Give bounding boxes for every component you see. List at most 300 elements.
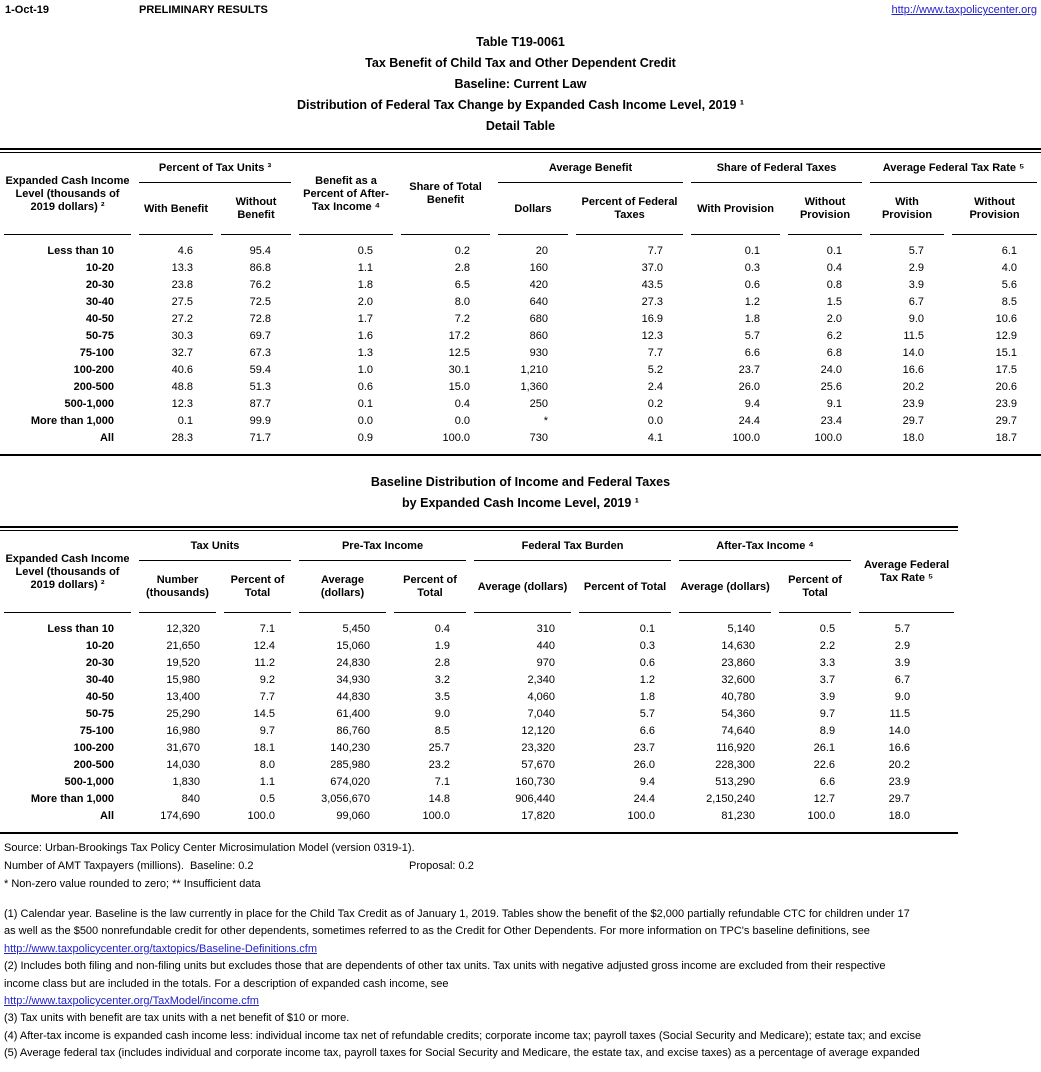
table-cell: 9.0	[908, 313, 925, 325]
table-cell: 8.9	[819, 725, 836, 737]
table-cell: 1,360	[520, 381, 549, 393]
table-cell: 57,670	[521, 759, 556, 771]
table-cell: 21,650	[166, 640, 200, 652]
table-cell: 20.2	[902, 381, 925, 393]
table-cell: 0.0	[357, 415, 374, 427]
table-cell: 250	[529, 398, 549, 410]
notes-block	[0, 839, 1041, 893]
table-number: Table T19-0061	[476, 35, 565, 49]
table-cell: 19,520	[166, 657, 200, 669]
baseline-table	[0, 531, 958, 834]
row-label: Less than 10	[47, 623, 114, 635]
table-cell: 40,780	[721, 691, 756, 703]
table-cell: 0.2	[454, 245, 471, 257]
table-cell: 420	[529, 279, 549, 291]
table-cell: 0.1	[639, 623, 656, 635]
table-cell: 6.7	[894, 674, 911, 686]
table-cell: 0.5	[819, 623, 836, 635]
footnote-line: (3) Tax units with benefit are tax units with a net benefit of $10 or more.	[4, 1012, 350, 1025]
table-cell: 310	[536, 623, 556, 635]
col-header-burden-average-dollars: Average (dollars)	[470, 561, 575, 613]
table-cell: 100.0	[422, 810, 451, 822]
col-group-average-federal-tax-rate: Average Federal Tax Rate ⁵	[866, 153, 1041, 183]
table-cell: 32.7	[171, 347, 193, 359]
row-label: Less than 10	[47, 245, 114, 257]
table-cell: 0.6	[639, 657, 656, 669]
col-group-federal-tax-burden: Federal Tax Burden	[470, 531, 675, 561]
table-cell: 0.1	[177, 415, 193, 427]
table-cell: 99,060	[336, 810, 371, 822]
table-cell: 11.2	[254, 657, 276, 669]
table-cell: 0.1	[744, 245, 761, 257]
table-cell: 116,920	[716, 742, 756, 754]
table-cell: 1,210	[520, 364, 549, 376]
title-block	[0, 32, 1041, 137]
table-cell: 25.6	[820, 381, 843, 393]
table-row	[0, 672, 958, 689]
table-cell: 1.1	[357, 262, 374, 274]
row-label: 20-30	[85, 657, 114, 669]
baseline-table-section	[0, 526, 958, 834]
table-cell: 9.7	[819, 708, 836, 720]
table-cell: 16.6	[902, 364, 925, 376]
table-cell: 61,400	[336, 708, 371, 720]
baseline-table-title	[0, 472, 1041, 514]
table-cell: 140,230	[330, 742, 371, 754]
table-cell: 8.5	[1001, 296, 1018, 308]
col-header-benefit-percent-after-tax-income: Benefit as a Percent of After-Tax Income ⁴	[295, 153, 397, 235]
table-row	[0, 396, 1041, 413]
row-label: More than 1,000	[30, 793, 114, 805]
table-cell: 3.7	[819, 674, 836, 686]
table-cell: *	[543, 415, 549, 427]
table-cell: 680	[529, 313, 549, 325]
table-cell: 87.7	[249, 398, 272, 410]
table-cell: 3.3	[819, 657, 836, 669]
table-cell: 24,830	[336, 657, 371, 669]
table-cell: 29.7	[902, 415, 925, 427]
table-cell: 23.4	[820, 415, 843, 427]
row-label: 200-500	[73, 381, 114, 393]
table-cell: 13.3	[171, 262, 193, 274]
row-label: All	[99, 432, 114, 444]
table-row	[0, 345, 1041, 362]
table-cell: 840	[181, 793, 200, 805]
table-cell: 23.7	[738, 364, 761, 376]
col-group-tax-units: Tax Units	[135, 531, 295, 561]
table-cell: 12.9	[995, 330, 1018, 342]
table-cell: 72.5	[249, 296, 272, 308]
col-header-rate-with-provision: With Provision	[866, 183, 948, 235]
amt-baseline-value: Baseline: 0.2	[189, 860, 254, 872]
table-cell: 7.2	[454, 313, 471, 325]
table-cell: 1.9	[434, 640, 451, 652]
table-cell: 16.6	[888, 742, 911, 754]
table-cell: 11.5	[889, 708, 911, 720]
table-row	[0, 689, 958, 706]
table-cell: 0.4	[826, 262, 843, 274]
table-cell: 6.8	[826, 347, 843, 359]
table-cell: 6.1	[1001, 245, 1018, 257]
table-cell: 6.7	[908, 296, 925, 308]
table-cell: 0.0	[454, 415, 471, 427]
table-cell: 6.6	[639, 725, 656, 737]
table-cell: 12,320	[166, 623, 200, 635]
table-cell: 4.0	[1001, 262, 1018, 274]
baseline-title-line1: Baseline Distribution of Income and Federal Taxes	[370, 475, 671, 489]
table-cell: 12.7	[813, 793, 836, 805]
table-row	[0, 362, 1041, 379]
table-cell: 2.8	[434, 657, 451, 669]
table-row	[0, 723, 958, 740]
table-cell: 3.2	[434, 674, 451, 686]
table-cell: 25,290	[166, 708, 200, 720]
table-row	[0, 655, 958, 672]
table-row	[0, 430, 1041, 456]
row-label: All	[99, 810, 114, 822]
table-cell: 1.6	[357, 330, 374, 342]
table-cell: 76.2	[249, 279, 272, 291]
table-cell: 8.0	[259, 759, 276, 771]
table-cell: 20.2	[888, 759, 911, 771]
table-cell: 43.5	[641, 279, 664, 291]
table-cell: 8.5	[434, 725, 451, 737]
col-header-share-of-total-benefit: Share of Total Benefit	[397, 153, 494, 235]
col-header-share-without-provision: Without Provision	[784, 183, 866, 235]
table-cell: 100.0	[627, 810, 656, 822]
table-cell: 9.2	[259, 674, 276, 686]
footnote-line: (4) After-tax income is expanded cash income less: individual income tax net of refundable credits; corporate income tax; payroll taxes (Social Security and Medicare); estate tax; and excise	[4, 1029, 922, 1042]
table-cell: 16,980	[166, 725, 200, 737]
table-cell: 0.5	[259, 793, 276, 805]
table-cell: 18.1	[253, 742, 276, 754]
table-cell: 1.8	[357, 279, 374, 291]
footnote-line: (1) Calendar year. Baseline is the law currently in place for the Child Tax Credit as of January 1, 2019. Tables show the benefit of the $2,000 partially refundable CTC for children under 17	[4, 908, 910, 920]
table-cell: 906,440	[515, 793, 556, 805]
table-row	[0, 311, 1041, 328]
table-cell: 6.6	[819, 776, 836, 788]
table-cell: 5,450	[342, 623, 371, 635]
table-cell: 2,150,240	[706, 793, 756, 805]
col-header-burden-percent-of-total: Percent of Total	[575, 561, 675, 613]
table-cell: 30.1	[448, 364, 471, 376]
table-cell: 24.4	[633, 793, 656, 805]
table-cell: 1,830	[172, 776, 200, 788]
table-cell: 27.5	[171, 296, 193, 308]
table-cell: 1.1	[259, 776, 276, 788]
table-cell: 2.9	[894, 640, 911, 652]
table-cell: 5,140	[727, 623, 756, 635]
table-cell: 27.2	[171, 313, 193, 325]
row-label: 10-20	[85, 640, 114, 652]
table-cell: 4,060	[527, 691, 556, 703]
table-cell: 4.6	[177, 245, 193, 257]
table-cell: 0.1	[826, 245, 843, 257]
row-label: 100-200	[73, 742, 114, 754]
table-cell: 48.8	[171, 381, 193, 393]
table-cell: 100.0	[247, 810, 276, 822]
table-cell: 22.6	[813, 759, 836, 771]
col-header-pretax-percent-of-total: Percent of Total	[390, 561, 470, 613]
footnote-link[interactable]: http://www.taxpolicycenter.org/TaxModel/income.cfm	[4, 995, 259, 1008]
source-line: Source: Urban-Brookings Tax Policy Center Microsimulation Model (version 0319-1).	[4, 842, 415, 854]
table-cell: 285,980	[330, 759, 371, 771]
table-cell: 3.9	[908, 279, 925, 291]
table-cell: 1.7	[357, 313, 374, 325]
table-cell: 10.6	[995, 313, 1018, 325]
table-cell: 228,300	[715, 759, 756, 771]
table-cell: 24.0	[820, 364, 843, 376]
table-cell: 26.0	[633, 759, 656, 771]
table-cell: 1.2	[744, 296, 761, 308]
table-cell: 3,056,670	[321, 793, 371, 805]
table-cell: 18.7	[995, 432, 1018, 444]
table-cell: 730	[529, 432, 549, 444]
table-cell: 0.4	[454, 398, 471, 410]
table-cell: 54,360	[721, 708, 756, 720]
table-cell: 37.0	[641, 262, 664, 274]
table-cell: 0.6	[357, 381, 374, 393]
table-cell: 0.6	[744, 279, 761, 291]
table-cell: 23,320	[521, 742, 556, 754]
taxpolicycenter-link[interactable]: http://www.taxpolicycenter.org	[891, 4, 1037, 16]
col-header-rate-without-provision: Without Provision	[948, 183, 1041, 235]
col-group-pre-tax-income: Pre-Tax Income	[295, 531, 470, 561]
table-cell: 26.1	[813, 742, 836, 754]
table-cell: 7.7	[259, 691, 276, 703]
table-cell: 13,400	[166, 691, 200, 703]
table-cell: 17,820	[521, 810, 556, 822]
table-cell: 23.9	[995, 398, 1018, 410]
footnote-line: income class but are included in the totals. For a description of expanded cash income, see	[4, 977, 449, 990]
table-cell: 69.7	[249, 330, 272, 342]
table-cell: 1.2	[639, 674, 656, 686]
table-row	[0, 328, 1041, 345]
table-row	[0, 379, 1041, 396]
row-label: 30-40	[85, 296, 114, 308]
col-header-number-thousands: Number (thousands)	[135, 561, 220, 613]
table-cell: 2.0	[826, 313, 843, 325]
table-cell: 970	[536, 657, 556, 669]
table-cell: 0.9	[357, 432, 374, 444]
table-cell: 23,860	[721, 657, 756, 669]
table-cell: 99.9	[249, 415, 272, 427]
table-cell: 5.7	[639, 708, 656, 720]
footnote-line: as well as the $500 nonrefundable credit for other dependents, sometimes referred to as the Credit for Other Dependents. For more information on TPC's baseline definitions, see	[4, 925, 870, 938]
table-row	[0, 757, 958, 774]
table-cell: 59.4	[249, 364, 272, 376]
table-cell: 32,600	[721, 674, 756, 686]
table-cell: 23.8	[171, 279, 193, 291]
table-cell: 12.3	[171, 398, 193, 410]
table-cell: 71.7	[249, 432, 272, 444]
table-row	[0, 774, 958, 791]
col-group-share-of-federal-taxes: Share of Federal Taxes	[687, 153, 866, 183]
table-cell: 20.6	[995, 381, 1018, 393]
table-cell: 160,730	[515, 776, 556, 788]
row-label: 500-1,000	[64, 776, 114, 788]
table-cell: 30.3	[171, 330, 193, 342]
table-cell: 1.3	[357, 347, 374, 359]
table-cell: 440	[536, 640, 556, 652]
col-header-with-benefit: With Benefit	[135, 183, 217, 235]
col-header-aftertax-average-dollars: Average (dollars)	[675, 561, 775, 613]
table-cell: 51.3	[249, 381, 272, 393]
table-cell: 100.0	[814, 432, 843, 444]
table-cell: 930	[529, 347, 549, 359]
row-label: 20-30	[85, 279, 114, 291]
row-label: 40-50	[85, 691, 114, 703]
footnote-link[interactable]: http://www.taxpolicycenter.org/taxtopics/Baseline-Definitions.cfm	[4, 942, 318, 955]
table-cell: 17.2	[448, 330, 471, 342]
table-row	[0, 740, 958, 757]
table-cell: 67.3	[249, 347, 272, 359]
table-row	[0, 413, 1041, 430]
table-cell: 86,760	[336, 725, 371, 737]
detail-table-section	[0, 148, 1041, 456]
amt-label: Number of AMT Taxpayers (millions).	[4, 860, 184, 872]
table-cell: 20	[535, 245, 549, 257]
table-row	[0, 613, 958, 638]
table-cell: 9.0	[894, 691, 911, 703]
col-header-dollars: Dollars	[494, 183, 572, 235]
footnote-line: (2) Includes both filing and non-filing units but excludes those that are dependents of other tax units. Tax units with negative adjusted gross income are excluded from their respective	[4, 960, 886, 973]
date-label: 1-Oct-19	[5, 4, 50, 16]
table-cell: 23.9	[888, 776, 911, 788]
table-cell: 1.8	[639, 691, 656, 703]
table-cell: 0.3	[639, 640, 656, 652]
subtitle-line: Distribution of Federal Tax Change by Expanded Cash Income Level, 2019 ¹	[296, 98, 745, 112]
table-cell: 0.1	[357, 398, 374, 410]
table-cell: 640	[529, 296, 549, 308]
table-cell: 7.7	[647, 347, 664, 359]
table-cell: 44,830	[336, 691, 371, 703]
col-header-income-level: Expanded Cash Income Level (thousands of 2019 dollars) ²	[0, 531, 135, 613]
col-group-after-tax-income: After-Tax Income ⁴	[675, 531, 855, 561]
table-row	[0, 235, 1041, 260]
table-cell: 11.5	[903, 330, 925, 342]
table-cell: 29.7	[888, 793, 911, 805]
table-cell: 40.6	[171, 364, 193, 376]
table-cell: 14,630	[721, 640, 756, 652]
table-cell: 6.6	[744, 347, 761, 359]
table-cell: 15,060	[336, 640, 371, 652]
table-cell: 24.4	[738, 415, 761, 427]
amt-taxpayers-line	[4, 857, 1041, 875]
table-cell: 2.2	[819, 640, 836, 652]
table-cell: 0.8	[826, 279, 843, 291]
table-cell: 9.7	[259, 725, 276, 737]
col-header-average-federal-tax-rate: Average Federal Tax Rate ⁵	[855, 531, 958, 613]
table-cell: 6.2	[826, 330, 843, 342]
table-cell: 100.0	[807, 810, 836, 822]
preliminary-results-label: PRELIMINARY RESULTS	[139, 4, 268, 16]
page-header-bar	[0, 0, 1041, 16]
table-cell: 100.0	[732, 432, 761, 444]
table-cell: 17.5	[995, 364, 1018, 376]
table-cell: 2.9	[908, 262, 925, 274]
table-cell: 2.8	[454, 262, 471, 274]
col-group-percent-of-tax-units: Percent of Tax Units ³	[135, 153, 295, 183]
table-cell: 31,670	[166, 742, 200, 754]
table-cell: 674,020	[330, 776, 371, 788]
row-label: 10-20	[85, 262, 114, 274]
table-cell: 9.1	[826, 398, 843, 410]
table-cell: 2.0	[357, 296, 374, 308]
table-cell: 27.3	[641, 296, 664, 308]
table-cell: 160	[529, 262, 549, 274]
col-header-pretax-average-dollars: Average (dollars)	[295, 561, 390, 613]
table-cell: 0.2	[647, 398, 664, 410]
table-cell: 5.7	[908, 245, 925, 257]
row-label: 500-1,000	[64, 398, 114, 410]
page-title: Tax Benefit of Child Tax and Other Dependent Credit	[365, 56, 676, 70]
table-cell: 7.1	[434, 776, 451, 788]
table-cell: 7.1	[259, 623, 276, 635]
table-cell: 174,690	[160, 810, 200, 822]
table-cell: 23.9	[902, 398, 925, 410]
table-cell: 14.5	[253, 708, 276, 720]
symbols-legend-line: * Non-zero value rounded to zero; ** Insufficient data	[4, 878, 261, 890]
table-cell: 74,640	[721, 725, 756, 737]
table-cell: 860	[529, 330, 549, 342]
table-cell: 12.3	[641, 330, 664, 342]
table-cell: 2,340	[527, 674, 556, 686]
table-cell: 26.0	[738, 381, 761, 393]
table-cell: 29.7	[995, 415, 1018, 427]
table-cell: 5.6	[1001, 279, 1018, 291]
table-cell: 14.0	[902, 347, 925, 359]
table-cell: 3.9	[819, 691, 836, 703]
table-cell: 72.8	[249, 313, 272, 325]
detail-table-label: Detail Table	[485, 119, 556, 133]
amt-proposal-value: Proposal: 0.2	[409, 860, 474, 872]
row-label: 30-40	[85, 674, 114, 686]
table-cell: 12,120	[521, 725, 556, 737]
row-label: 40-50	[85, 313, 114, 325]
table-cell: 5.7	[894, 623, 911, 635]
table-cell: 5.7	[744, 330, 761, 342]
table-cell: 34,930	[336, 674, 371, 686]
table-cell: 6.5	[454, 279, 471, 291]
row-label: 75-100	[79, 725, 114, 737]
table-cell: 18.0	[888, 810, 911, 822]
table-cell: 2.4	[647, 381, 664, 393]
col-header-without-benefit: Without Benefit	[217, 183, 295, 235]
baseline-title-line2: by Expanded Cash Income Level, 2019 ¹	[402, 496, 639, 510]
footnotes-block	[0, 906, 1041, 1063]
row-label: 50-75	[85, 708, 114, 720]
table-cell: 0.4	[434, 623, 451, 635]
col-group-average-benefit: Average Benefit	[494, 153, 687, 183]
table-cell: 7,040	[527, 708, 556, 720]
table-cell: 14.0	[888, 725, 911, 737]
table-cell: 7.7	[647, 245, 664, 257]
table-cell: 14.8	[428, 793, 451, 805]
table-cell: 0.5	[357, 245, 374, 257]
table-cell: 9.4	[744, 398, 761, 410]
row-label: 100-200	[73, 364, 114, 376]
row-label: 200-500	[73, 759, 114, 771]
table-cell: 513,290	[715, 776, 756, 788]
table-cell: 1.0	[357, 364, 374, 376]
col-header-share-with-provision: With Provision	[687, 183, 784, 235]
table-row	[0, 706, 958, 723]
table-cell: 8.0	[454, 296, 471, 308]
table-cell: 4.1	[647, 432, 664, 444]
table-cell: 16.9	[641, 313, 664, 325]
col-header-percent-of-federal-taxes: Percent of Federal Taxes	[572, 183, 687, 235]
